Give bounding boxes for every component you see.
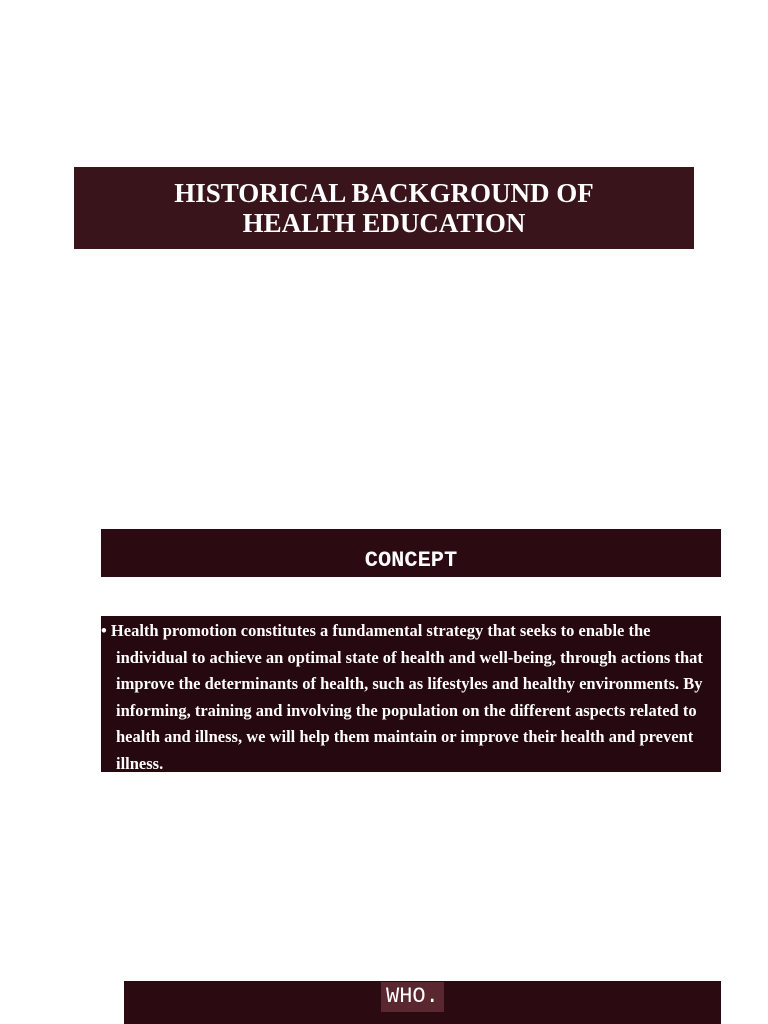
bullet: •	[101, 621, 107, 640]
title-line-2: HEALTH EDUCATION	[242, 208, 526, 238]
title-line-1: HISTORICAL BACKGROUND OF	[174, 178, 594, 208]
title-banner	[74, 167, 694, 249]
concept-body-box	[101, 616, 721, 772]
page-title	[149, 178, 619, 238]
concept-heading: CONCEPT	[364, 547, 458, 573]
who-heading: WHO.	[381, 982, 444, 1012]
concept-text: Health promotion constitutes a fundamental strategy that seeks to enable the individual to achieve an optimal state of health and well-being, through actions that improve the determinants of health, such as lifestyles and healthy environments. By informing, training and involving the population on the different aspects related to health and illness, we will help them maintain or improve their health and prevent illness.	[110, 621, 703, 773]
who-banner	[124, 981, 721, 1024]
concept-paragraph	[101, 618, 721, 777]
concept-banner	[101, 529, 721, 577]
